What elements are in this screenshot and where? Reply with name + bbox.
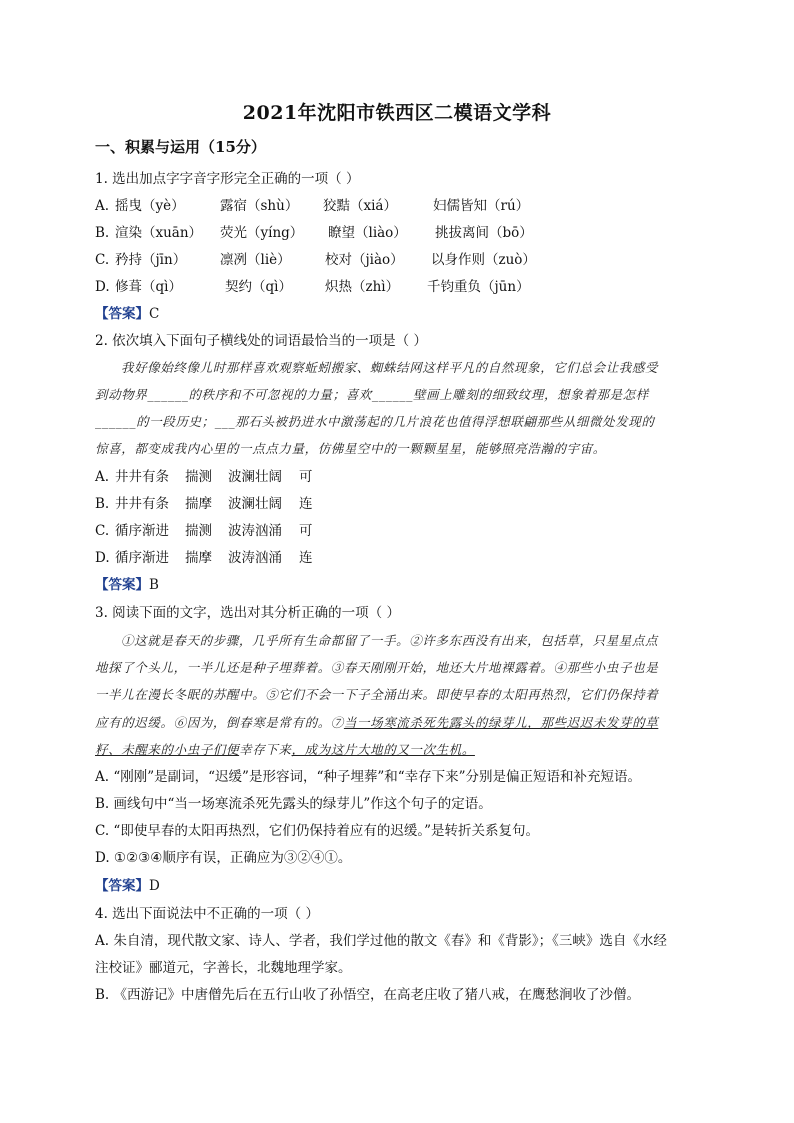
q2-passage-line: 惊喜，都变成我内心里的一点点力量，仿佛星空中的一颗颗星星，能够照亮浩瀚的宇宙。 bbox=[95, 441, 606, 456]
q3-option-a: A. “刚刚”是副词，“迟缓”是形容词，“种子埋葬”和“幸存下来”分别是偏正短语和补充短语。 bbox=[95, 769, 642, 785]
q1-option-a: A. 摇曳（yè） 露宿（shù） 狡黠（xiá） 妇儒皆知（rú） bbox=[95, 198, 530, 214]
q3-option-c: C. “即使早春的太阳再热烈，它们仍保持着应有的迟缓。”是转折关系复句。 bbox=[95, 823, 539, 839]
q2-option-b: B. 井井有条 揣摩 波澜壮阔 连 bbox=[95, 496, 313, 512]
q2-option-d: D. 循序渐进 揣摩 波涛汹涌 连 bbox=[95, 550, 313, 566]
q1-option-b: B. 渲染（xuān） 荧光（yíng） 瞭望（liào） 挑拔离间（bō） bbox=[95, 225, 533, 241]
q1-option-c: C. 矜持（jīn） 凛冽（liè） 校对（jiào） 以身作则（zuò） bbox=[95, 252, 536, 268]
q4-option-a: A. 朱自清，现代散文家、诗人、学者，我们学过他的散文《春》和《背影》；《三峡》选自《水经 bbox=[95, 933, 667, 949]
q1-option-d: D. 修葺（qì） 契约（qì） 炽热（zhì） 千钧重负（jūn） bbox=[95, 279, 530, 295]
q2-passage-line: 到动物界______的秩序和不可忽视的力量；喜欢______壁画上雕刻的细致纹理，想象着那是怎样 bbox=[95, 387, 649, 402]
q3-passage-line: 地探了个头儿，一半儿还是种子埋葬着。③春天刚刚开始，地还大片地裸露着。④那些小虫子也是 bbox=[95, 660, 659, 675]
q2-passage-line: 我好像始终像儿时那样喜欢观察蚯蚓搬家、蜘蛛结网这样平凡的自然现象，它们总会让我感受 bbox=[121, 360, 659, 375]
q2-option-a: A. 井井有条 揣测 波澜壮阔 可 bbox=[95, 469, 313, 485]
q2-option-c: C. 循序渐进 揣测 波涛汹涌 可 bbox=[95, 523, 313, 539]
q2-answer: 【答案】B bbox=[95, 577, 159, 593]
page-title: 2021年沈阳市铁西区二模语文学科 bbox=[242, 102, 552, 124]
q2-stem: 2. 依次填入下面句子横线处的词语最恰当的一项是（ ） bbox=[95, 333, 427, 349]
q3-passage-line: 应有的迟缓。⑥因为，倒春寒是常有的。⑦当一场寒流杀死先露头的绿芽儿，那些迟迟未发芽的草 bbox=[95, 715, 659, 730]
q4-option-b: B. 《西游记》中唐僧先后在五行山收了孙悟空，在高老庄收了猪八戒，在鹰愁涧收了沙僧。 bbox=[95, 987, 641, 1003]
q1-answer: 【答案】C bbox=[95, 306, 160, 322]
q3-option-b: B. 画线句中“当一场寒流杀死先露头的绿芽儿”作这个句子的定语。 bbox=[95, 796, 492, 812]
q3-passage-line: ①这就是春天的步骤，几乎所有生命都留了一手。②许多东西没有出来，包括草，只星星点点 bbox=[121, 633, 659, 648]
q4-stem: 4. 选出下面说法中不正确的一项（ ） bbox=[95, 906, 319, 922]
q3-passage-line: 籽、未醒来的小虫子们便幸存下来，成为这片大地的又一次生机。 bbox=[95, 742, 475, 757]
underlined-sentence: 当一场寒流杀死先露头的绿芽儿，那些迟迟未发芽的草 bbox=[343, 715, 659, 730]
q3-stem: 3. 阅读下面的文字，选出对其分析正确的一项（ ） bbox=[95, 605, 400, 621]
section-heading: 一、积累与运用（15分） bbox=[95, 138, 266, 156]
q3-answer: 【答案】D bbox=[95, 878, 160, 894]
q4-option-a-cont: 注校证》郦道元，字善长，北魏地理学家。 bbox=[95, 960, 352, 976]
q1-stem: 1. 选出加点字字音字形完全正确的一项（ ） bbox=[95, 171, 360, 187]
q3-passage-line: 一半儿在漫长冬眠的苏醒中。⑤它们不会一下子全涌出来。即使早春的太阳再热烈，它们仍保持着 bbox=[95, 687, 659, 702]
q3-option-d: D. ①②③④顺序有误，正确应为③②④①。 bbox=[95, 850, 352, 866]
q2-passage-line: ______的一段历史；___那石头被扔进水中激荡起的几片浪花也值得浮想联翩那些从细微处发现的 bbox=[95, 414, 655, 429]
